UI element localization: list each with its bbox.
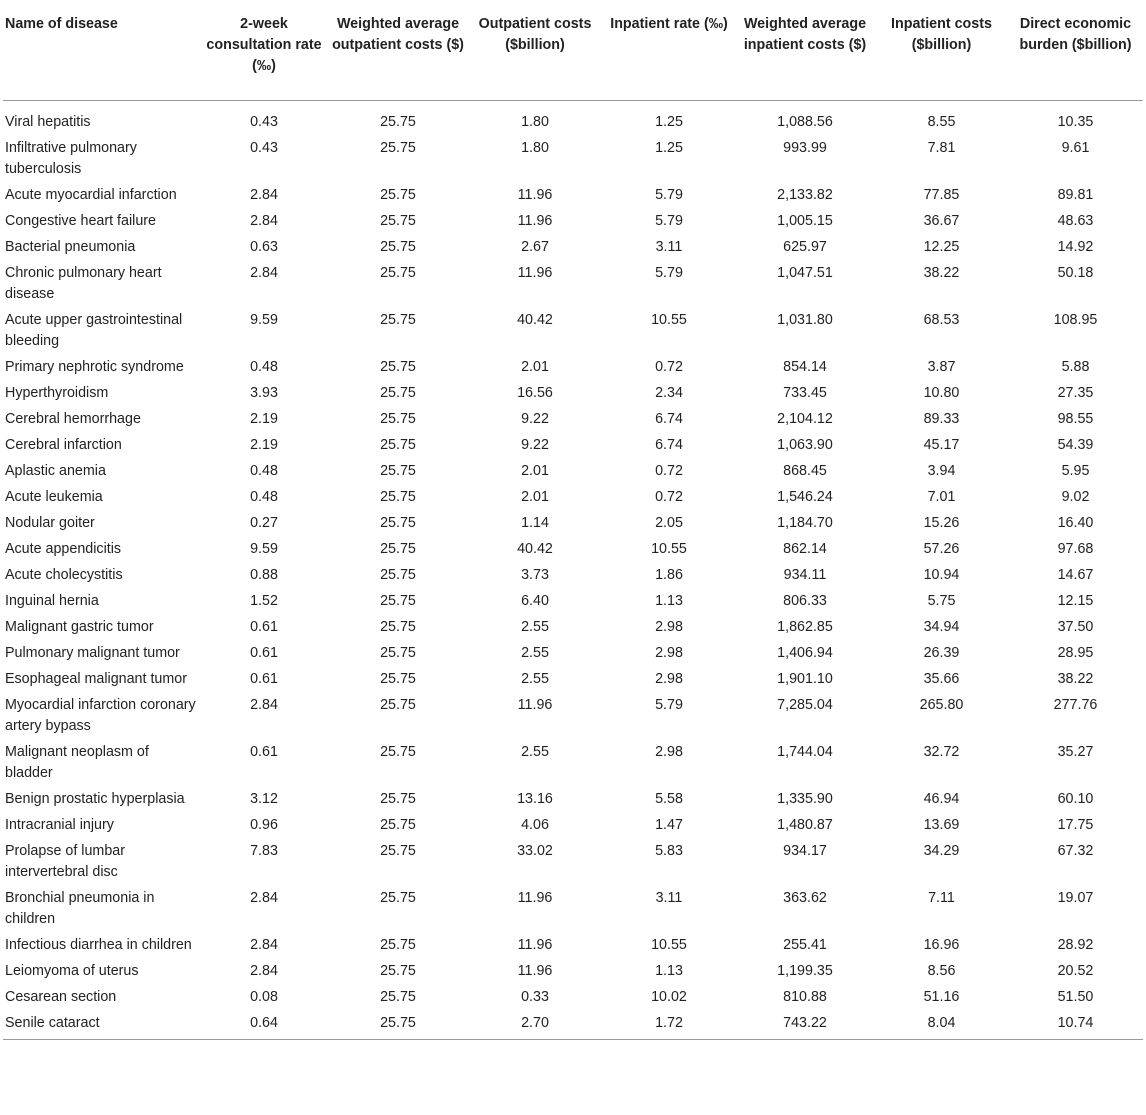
cell-outpatient-costs: 2.55 — [521, 619, 549, 635]
cell-economic-burden: 51.50 — [1057, 989, 1094, 1005]
table-row — [3, 563, 1143, 589]
cell-inpatient-avg: 1,744.04 — [777, 744, 833, 760]
cell-outpatient-costs: 40.42 — [517, 541, 553, 557]
cell-outpatient-costs: 1.14 — [521, 515, 549, 531]
cell-consultation-rate: 1.52 — [250, 593, 278, 609]
cell-disease: Congestive heart failure — [5, 213, 156, 229]
cell-outpatient-costs: 11.96 — [517, 890, 553, 906]
cell-inpatient-rate: 1.47 — [655, 817, 683, 833]
cell-economic-burden: 50.18 — [1057, 265, 1094, 281]
cell-outpatient-costs: 6.40 — [521, 593, 549, 609]
cell-economic-burden: 20.52 — [1057, 963, 1094, 979]
cell-inpatient-costs: 8.56 — [927, 963, 956, 979]
cell-disease: Esophageal malignant tumor — [5, 671, 187, 687]
cell-disease: Pulmonary malignant tumor — [5, 645, 180, 661]
table-row — [3, 308, 1143, 355]
cell-inpatient-costs: 10.94 — [923, 567, 960, 583]
col-header-disease: Name of disease — [5, 16, 118, 32]
cell-outpatient-costs: 16.56 — [517, 385, 553, 401]
col-header-outpatient-costs: Outpatient costs ($billion) — [478, 16, 592, 53]
cell-inpatient-rate: 5.83 — [655, 843, 683, 859]
cell-outpatient-avg: 25.75 — [380, 593, 416, 609]
table-row — [3, 959, 1143, 985]
table-body — [3, 101, 1143, 1040]
cell-consultation-rate: 9.59 — [250, 541, 278, 557]
cell-inpatient-avg: 2,133.82 — [777, 187, 833, 203]
cell-inpatient-avg: 934.17 — [783, 843, 827, 859]
cell-outpatient-avg: 25.75 — [380, 791, 416, 807]
cell-disease: Leiomyoma of uterus — [5, 963, 139, 979]
cell-inpatient-rate: 1.86 — [655, 567, 683, 583]
col-header-inpatient-rate: Inpatient rate (‰) — [610, 16, 728, 32]
cell-inpatient-rate: 1.72 — [655, 1015, 683, 1031]
cell-outpatient-costs: 1.80 — [521, 114, 549, 130]
cell-consultation-rate: 0.61 — [250, 671, 278, 687]
cell-outpatient-costs: 3.73 — [521, 567, 549, 583]
cell-disease: Malignant gastric tumor — [5, 619, 154, 635]
cell-inpatient-rate: 10.55 — [651, 541, 687, 557]
table-row — [3, 459, 1143, 485]
cell-inpatient-avg: 1,546.24 — [777, 489, 833, 505]
table-row — [3, 787, 1143, 813]
cell-inpatient-rate: 6.74 — [655, 437, 683, 453]
cell-disease: Inguinal hernia — [5, 593, 99, 609]
cell-inpatient-avg: 1,862.85 — [777, 619, 833, 635]
cell-inpatient-costs: 68.53 — [923, 312, 960, 328]
col-header-economic-burden: Direct economic burden ($billion) — [1019, 16, 1132, 53]
cell-outpatient-avg: 25.75 — [380, 463, 416, 479]
cell-economic-burden: 28.92 — [1057, 937, 1094, 953]
cell-outpatient-avg: 25.75 — [380, 312, 416, 328]
table-row — [3, 209, 1143, 235]
cell-inpatient-costs: 10.80 — [923, 385, 960, 401]
cell-inpatient-rate: 10.55 — [651, 312, 687, 328]
cell-disease: Acute myocardial infarction — [5, 187, 177, 203]
cell-inpatient-avg: 868.45 — [783, 463, 827, 479]
cell-outpatient-avg: 25.75 — [380, 541, 416, 557]
cell-inpatient-avg: 1,184.70 — [777, 515, 833, 531]
cell-disease: Acute appendicitis — [5, 541, 122, 557]
cell-outpatient-avg: 25.75 — [380, 671, 416, 687]
cell-disease: Malignant neoplasm of bladder — [5, 744, 149, 781]
cell-consultation-rate: 0.61 — [250, 619, 278, 635]
cell-outpatient-costs: 1.80 — [521, 140, 549, 156]
cell-inpatient-rate: 0.72 — [655, 489, 683, 505]
cell-economic-burden: 48.63 — [1057, 213, 1094, 229]
cell-outpatient-costs: 0.33 — [521, 989, 549, 1005]
cell-inpatient-avg: 862.14 — [783, 541, 827, 557]
cell-inpatient-costs: 3.94 — [927, 463, 956, 479]
cell-inpatient-costs: 7.01 — [927, 489, 956, 505]
table-row — [3, 511, 1143, 537]
cell-inpatient-costs: 51.16 — [923, 989, 960, 1005]
cell-outpatient-avg: 25.75 — [380, 437, 416, 453]
cell-economic-burden: 60.10 — [1057, 791, 1094, 807]
cell-inpatient-rate: 0.72 — [655, 359, 683, 375]
cell-disease: Chronic pulmonary heart disease — [5, 265, 162, 302]
cell-inpatient-avg: 625.97 — [783, 239, 827, 255]
cell-disease: Aplastic anemia — [5, 463, 106, 479]
cell-consultation-rate: 2.84 — [250, 890, 278, 906]
cell-consultation-rate: 7.83 — [250, 843, 278, 859]
cell-inpatient-costs: 16.96 — [923, 937, 960, 953]
table-row — [3, 235, 1143, 261]
cell-inpatient-costs: 57.26 — [923, 541, 960, 557]
cell-disease: Nodular goiter — [5, 515, 95, 531]
cell-inpatient-rate: 5.79 — [655, 265, 683, 281]
cell-consultation-rate: 0.27 — [250, 515, 278, 531]
cell-inpatient-costs: 265.80 — [919, 697, 964, 713]
cell-outpatient-avg: 25.75 — [380, 114, 416, 130]
cell-outpatient-costs: 2.67 — [521, 239, 549, 255]
cell-economic-burden: 5.95 — [1061, 463, 1090, 479]
cell-inpatient-costs: 46.94 — [923, 791, 960, 807]
cell-economic-burden: 27.35 — [1057, 385, 1094, 401]
cell-disease: Hyperthyroidism — [5, 385, 109, 401]
table-row — [3, 740, 1143, 787]
cell-consultation-rate: 2.84 — [250, 937, 278, 953]
cell-economic-burden: 9.02 — [1061, 489, 1090, 505]
cell-inpatient-rate: 1.25 — [655, 114, 683, 130]
cell-consultation-rate: 0.61 — [250, 744, 278, 760]
cell-inpatient-costs: 34.94 — [923, 619, 960, 635]
cell-consultation-rate: 0.48 — [250, 463, 278, 479]
cell-economic-burden: 10.74 — [1057, 1015, 1094, 1031]
cell-inpatient-rate: 5.58 — [655, 791, 683, 807]
table-row — [3, 615, 1143, 641]
cell-consultation-rate: 2.84 — [250, 213, 278, 229]
cell-inpatient-rate: 6.74 — [655, 411, 683, 427]
cell-inpatient-costs: 12.25 — [923, 239, 960, 255]
cell-outpatient-avg: 25.75 — [380, 489, 416, 505]
cell-inpatient-avg: 854.14 — [783, 359, 827, 375]
cell-inpatient-avg: 1,088.56 — [777, 114, 833, 130]
table-row — [3, 407, 1143, 433]
col-header-consultation-rate: 2-week consultation rate (‰) — [206, 16, 322, 74]
cell-inpatient-avg: 1,901.10 — [777, 671, 833, 687]
cell-inpatient-avg: 806.33 — [783, 593, 827, 609]
cell-disease: Prolapse of lumbar intervertebral disc — [5, 843, 125, 880]
cell-outpatient-avg: 25.75 — [380, 411, 416, 427]
cell-outpatient-avg: 25.75 — [380, 567, 416, 583]
cell-outpatient-costs: 2.70 — [521, 1015, 549, 1031]
cell-economic-burden: 17.75 — [1057, 817, 1094, 833]
cell-disease: Infiltrative pulmonary tuberculosis — [5, 140, 137, 177]
cell-outpatient-avg: 25.75 — [380, 187, 416, 203]
cell-outpatient-avg: 25.75 — [380, 265, 416, 281]
cell-economic-burden: 16.40 — [1057, 515, 1094, 531]
col-header-inpatient-avg: Weighted average inpatient costs ($) — [743, 16, 867, 53]
cell-disease: Acute upper gastrointestinal bleeding — [5, 312, 183, 349]
cell-inpatient-avg: 2,104.12 — [777, 411, 833, 427]
cell-outpatient-costs: 11.96 — [517, 963, 553, 979]
cell-inpatient-rate: 10.55 — [651, 937, 687, 953]
cell-economic-burden: 35.27 — [1057, 744, 1094, 760]
cell-disease: Cerebral infarction — [5, 437, 122, 453]
cell-inpatient-rate: 2.98 — [655, 671, 683, 687]
cell-disease: Cesarean section — [5, 989, 117, 1005]
cell-consultation-rate: 0.88 — [250, 567, 278, 583]
cell-inpatient-rate: 1.13 — [655, 593, 683, 609]
cell-outpatient-costs: 11.96 — [517, 265, 553, 281]
cell-economic-burden: 67.32 — [1057, 843, 1094, 859]
cell-economic-burden: 14.92 — [1057, 239, 1094, 255]
cell-inpatient-avg: 733.45 — [783, 385, 827, 401]
cell-inpatient-costs: 8.55 — [927, 114, 956, 130]
table-row — [3, 183, 1143, 209]
header-row — [3, 0, 1143, 101]
cell-inpatient-costs: 8.04 — [927, 1015, 956, 1031]
cell-outpatient-costs: 2.55 — [521, 671, 549, 687]
table-row — [3, 693, 1143, 740]
cell-inpatient-rate: 5.79 — [655, 697, 683, 713]
cell-inpatient-rate: 10.02 — [651, 989, 687, 1005]
cell-inpatient-avg: 1,199.35 — [777, 963, 833, 979]
cell-inpatient-rate: 3.11 — [655, 239, 683, 255]
cell-inpatient-rate: 5.79 — [655, 213, 683, 229]
cell-inpatient-rate: 2.98 — [655, 619, 683, 635]
cell-consultation-rate: 0.08 — [250, 989, 278, 1005]
cell-consultation-rate: 2.84 — [250, 265, 278, 281]
cell-inpatient-rate: 5.79 — [655, 187, 683, 203]
cell-disease: Bacterial pneumonia — [5, 239, 136, 255]
cell-outpatient-avg: 25.75 — [380, 385, 416, 401]
cell-outpatient-costs: 2.01 — [521, 489, 549, 505]
cell-inpatient-avg: 1,335.90 — [777, 791, 833, 807]
cell-consultation-rate: 0.48 — [250, 489, 278, 505]
table-row — [3, 261, 1143, 308]
cell-inpatient-avg: 7,285.04 — [777, 697, 833, 713]
cell-economic-burden: 9.61 — [1061, 140, 1090, 156]
cell-inpatient-rate: 2.98 — [655, 645, 683, 661]
cell-inpatient-costs: 7.11 — [928, 890, 955, 906]
cell-economic-burden: 19.07 — [1057, 890, 1094, 906]
cell-outpatient-avg: 25.75 — [380, 937, 416, 953]
cell-outpatient-costs: 40.42 — [517, 312, 553, 328]
table-row — [3, 589, 1143, 615]
disease-burden-table — [3, 0, 1143, 1041]
cell-inpatient-rate: 2.05 — [655, 515, 683, 531]
cell-inpatient-avg: 934.11 — [783, 567, 827, 583]
cell-inpatient-avg: 363.62 — [783, 890, 827, 906]
cell-consultation-rate: 0.63 — [250, 239, 278, 255]
cell-inpatient-avg: 1,031.80 — [777, 312, 833, 328]
table-row — [3, 886, 1143, 933]
cell-economic-burden: 54.39 — [1057, 437, 1094, 453]
cell-outpatient-costs: 2.01 — [521, 359, 549, 375]
cell-economic-burden: 10.35 — [1057, 114, 1094, 130]
cell-economic-burden: 28.95 — [1057, 645, 1094, 661]
cell-outpatient-costs: 11.96 — [517, 213, 553, 229]
cell-outpatient-avg: 25.75 — [380, 140, 416, 156]
table-row — [3, 667, 1143, 693]
cell-economic-burden: 38.22 — [1057, 671, 1094, 687]
cell-consultation-rate: 2.84 — [250, 697, 278, 713]
cell-consultation-rate: 2.84 — [250, 187, 278, 203]
cell-outpatient-costs: 11.96 — [517, 187, 553, 203]
cell-outpatient-costs: 13.16 — [517, 791, 553, 807]
cell-disease: Benign prostatic hyperplasia — [5, 791, 185, 807]
cell-inpatient-avg: 1,063.90 — [777, 437, 833, 453]
cell-outpatient-costs: 2.55 — [521, 645, 549, 661]
cell-economic-burden: 277.76 — [1053, 697, 1098, 713]
table-row — [3, 813, 1143, 839]
cell-economic-burden: 37.50 — [1057, 619, 1094, 635]
table-row — [3, 933, 1143, 959]
cell-inpatient-costs: 26.39 — [923, 645, 960, 661]
cell-economic-burden: 108.95 — [1053, 312, 1098, 328]
cell-outpatient-avg: 25.75 — [380, 359, 416, 375]
cell-outpatient-costs: 9.22 — [521, 411, 549, 427]
cell-economic-burden: 5.88 — [1061, 359, 1090, 375]
cell-outpatient-avg: 25.75 — [380, 515, 416, 531]
cell-inpatient-avg: 255.41 — [783, 937, 827, 953]
cell-consultation-rate: 2.84 — [250, 963, 278, 979]
cell-consultation-rate: 0.96 — [250, 817, 278, 833]
cell-economic-burden: 14.67 — [1057, 567, 1094, 583]
cell-inpatient-costs: 77.85 — [923, 187, 960, 203]
cell-inpatient-rate: 2.34 — [655, 385, 683, 401]
cell-economic-burden: 12.15 — [1057, 593, 1094, 609]
cell-consultation-rate: 9.59 — [250, 312, 278, 328]
cell-outpatient-avg: 25.75 — [380, 213, 416, 229]
cell-inpatient-rate: 1.25 — [655, 140, 683, 156]
cell-disease: Acute cholecystitis — [5, 567, 123, 583]
cell-inpatient-costs: 34.29 — [923, 843, 960, 859]
cell-economic-burden: 97.68 — [1057, 541, 1094, 557]
cell-consultation-rate: 3.12 — [250, 791, 278, 807]
cell-disease: Infectious diarrhea in children — [5, 937, 192, 953]
cell-inpatient-costs: 13.69 — [923, 817, 960, 833]
cell-consultation-rate: 0.61 — [250, 645, 278, 661]
cell-consultation-rate: 3.93 — [250, 385, 278, 401]
cell-outpatient-costs: 2.55 — [521, 744, 549, 760]
cell-inpatient-costs: 38.22 — [923, 265, 960, 281]
cell-consultation-rate: 2.19 — [250, 437, 278, 453]
cell-inpatient-costs: 89.33 — [923, 411, 960, 427]
cell-outpatient-costs: 11.96 — [517, 697, 553, 713]
cell-disease: Intracranial injury — [5, 817, 114, 833]
cell-economic-burden: 89.81 — [1057, 187, 1094, 203]
table-row — [3, 641, 1143, 667]
cell-disease: Primary nephrotic syndrome — [5, 359, 184, 375]
cell-inpatient-costs: 32.72 — [923, 744, 960, 760]
cell-outpatient-avg: 25.75 — [380, 697, 416, 713]
cell-inpatient-costs: 45.17 — [923, 437, 960, 453]
cell-inpatient-avg: 743.22 — [783, 1015, 827, 1031]
cell-outpatient-avg: 25.75 — [380, 645, 416, 661]
cell-inpatient-costs: 36.67 — [923, 213, 960, 229]
cell-consultation-rate: 0.64 — [250, 1015, 278, 1031]
col-header-outpatient-avg: Weighted average outpatient costs ($) — [332, 16, 464, 53]
table-row — [3, 985, 1143, 1011]
cell-inpatient-avg: 993.99 — [783, 140, 827, 156]
cell-inpatient-rate: 0.72 — [655, 463, 683, 479]
table-row — [3, 839, 1143, 886]
cell-consultation-rate: 0.48 — [250, 359, 278, 375]
table-row — [3, 485, 1143, 511]
table-row — [3, 110, 1143, 136]
cell-outpatient-avg: 25.75 — [380, 239, 416, 255]
cell-outpatient-costs: 9.22 — [521, 437, 549, 453]
table-row — [3, 433, 1143, 459]
cell-disease: Cerebral hemorrhage — [5, 411, 141, 427]
table-row — [3, 355, 1143, 381]
cell-outpatient-avg: 25.75 — [380, 744, 416, 760]
cell-inpatient-rate: 1.13 — [655, 963, 683, 979]
table-bottom-rule — [3, 1040, 1143, 1042]
cell-outpatient-avg: 25.75 — [380, 619, 416, 635]
cell-inpatient-avg: 1,005.15 — [777, 213, 833, 229]
cell-inpatient-costs: 35.66 — [923, 671, 960, 687]
cell-outpatient-avg: 25.75 — [380, 817, 416, 833]
cell-outpatient-avg: 25.75 — [380, 1015, 416, 1031]
cell-consultation-rate: 0.43 — [250, 140, 278, 156]
cell-inpatient-costs: 5.75 — [927, 593, 956, 609]
cell-disease: Viral hepatitis — [5, 114, 91, 130]
cell-outpatient-costs: 2.01 — [521, 463, 549, 479]
cell-economic-burden: 98.55 — [1057, 411, 1094, 427]
cell-inpatient-avg: 1,480.87 — [777, 817, 833, 833]
cell-inpatient-avg: 810.88 — [783, 989, 827, 1005]
cell-disease: Myocardial infarction coronary artery bypass — [5, 697, 196, 734]
cell-outpatient-costs: 4.06 — [521, 817, 549, 833]
cell-disease: Bronchial pneumonia in children — [5, 890, 155, 927]
cell-outpatient-avg: 25.75 — [380, 963, 416, 979]
cell-consultation-rate: 2.19 — [250, 411, 278, 427]
cell-outpatient-costs: 33.02 — [517, 843, 553, 859]
table-row — [3, 537, 1143, 563]
cell-inpatient-rate: 3.11 — [655, 890, 683, 906]
table-row — [3, 1011, 1143, 1040]
cell-consultation-rate: 0.43 — [250, 114, 278, 130]
cell-outpatient-costs: 11.96 — [517, 937, 553, 953]
col-header-inpatient-costs: Inpatient costs ($billion) — [891, 16, 992, 53]
table-row — [3, 381, 1143, 407]
table-row — [3, 136, 1143, 183]
cell-disease: Senile cataract — [5, 1015, 100, 1031]
cell-outpatient-avg: 25.75 — [380, 890, 416, 906]
cell-disease: Acute leukemia — [5, 489, 103, 505]
cell-inpatient-rate: 2.98 — [655, 744, 683, 760]
cell-inpatient-avg: 1,047.51 — [777, 265, 833, 281]
cell-inpatient-costs: 7.81 — [927, 140, 956, 156]
cell-inpatient-costs: 15.26 — [923, 515, 960, 531]
cell-outpatient-avg: 25.75 — [380, 989, 416, 1005]
cell-outpatient-avg: 25.75 — [380, 843, 416, 859]
cell-inpatient-avg: 1,406.94 — [777, 645, 833, 661]
cell-inpatient-costs: 3.87 — [927, 359, 956, 375]
